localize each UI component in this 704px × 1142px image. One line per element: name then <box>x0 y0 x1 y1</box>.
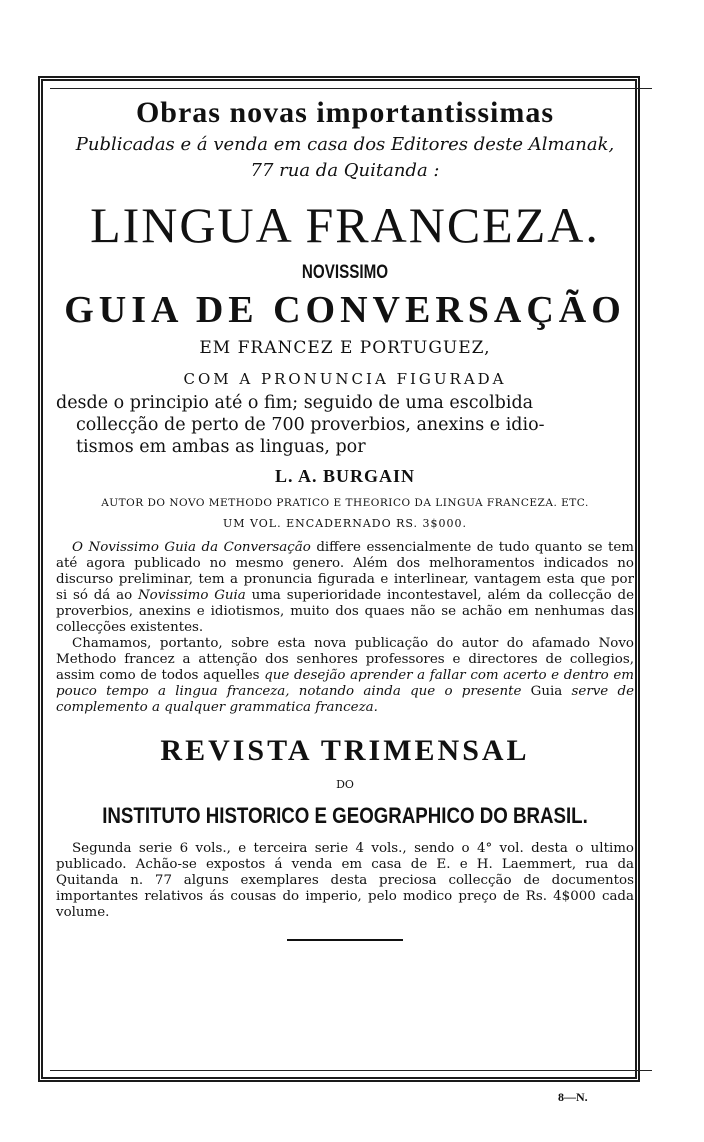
price-line: UM VOL. ENCADERNADO RS. 3$000. <box>222 517 468 530</box>
author-name: L. A. BURGAIN <box>274 466 416 486</box>
body-paragraph-1 <box>56 540 634 636</box>
body-paragraph-2 <box>56 636 634 716</box>
body-text-segment: Chamamos, portanto, sobre esta nova publicação do autor do afamado Novo Methodo francez a attenção dos senhores professores e directores de collegios, assim como de todos aquelles <box>56 636 634 683</box>
do-label: DO <box>336 778 354 791</box>
ad2-paragraph: Segunda serie 6 vols., e terceira serie 4 vols., sendo o 4° vol. desta o ultimo publicado. Achão-se expostos á venda em casa de E. e H. Laemmert, rua da Quitanda n. 77 alguns exemplares desta preciosa collecção de documentos importantes relativos ás cousas do imperio, pelo modico preço de Rs. 4$000 cada volume. <box>56 841 634 920</box>
novissimo-label: NOVISSIMO <box>301 262 389 283</box>
italic-title: Novissimo Guia <box>137 588 246 603</box>
publisher-line-1: Publicadas e á venda em casa dos Editores deste Almanak, <box>75 134 615 155</box>
pronuncia-line: COM A PRONUNCIA FIGURADA <box>183 370 507 388</box>
revista-title: REVISTA TRIMENSAL <box>160 734 530 767</box>
italic-segment: serve de complemento a qualquer grammatica franceza. <box>56 684 634 715</box>
publisher-line-2: 77 rua da Quitanda : <box>250 160 440 181</box>
institute-title: INSTITUTO HISTORICO E GEOGRAPHICO DO BRASIL. <box>102 803 588 828</box>
closing-rule <box>287 939 403 941</box>
bottom-rule <box>50 1070 652 1071</box>
guia-title: GUIA DE CONVERSAÇÃO <box>64 289 626 331</box>
body-text-segment: Guia <box>521 684 572 699</box>
author-note: AUTOR DO NOVO METHODO PRATICO E THEORICO DA LINGUA FRANCEZA. ETC. <box>101 497 589 509</box>
ad2-body <box>56 841 634 921</box>
ad-heading: Obras novas importantissimas <box>135 96 555 129</box>
description-block <box>56 392 634 458</box>
description-line-2: collecção de perto de 700 proverbios, anexins e idio- <box>76 415 545 435</box>
description-line-3: tismos em ambas as linguas, por <box>76 437 366 457</box>
italic-title: O Novissimo Guia da Conversação <box>72 540 311 555</box>
ad1-body <box>56 540 634 716</box>
page-content <box>56 86 634 941</box>
italic-segment: que desejão aprender a fallar com acerto e dentro em pouco tempo a lingua franceza, notando ainda que o presente <box>56 668 634 699</box>
body-text-segment: uma superioridade incontestavel, além da collecção de proverbios, anexins e idiotismos, muito dos quaes não se achão em nenhumas das collecções existentes. <box>56 588 634 635</box>
body-text-segment: differe essencialmente de tudo quanto se tem até agora publicado no mesmo genero. Além dos melhoramentos indicados no discurso preliminar, tem a pronuncia figurada e interlinear, vantagem esta que por si só dá ao <box>56 540 635 603</box>
signature-mark: 8—N. <box>558 1090 588 1104</box>
description-line-1: desde o principio até o fim; seguido de uma escolbida <box>56 393 534 413</box>
languages-line: EM FRANCEZ E PORTUGUEZ, <box>199 338 491 358</box>
book-title: LINGUA FRANCEZA. <box>90 197 600 253</box>
